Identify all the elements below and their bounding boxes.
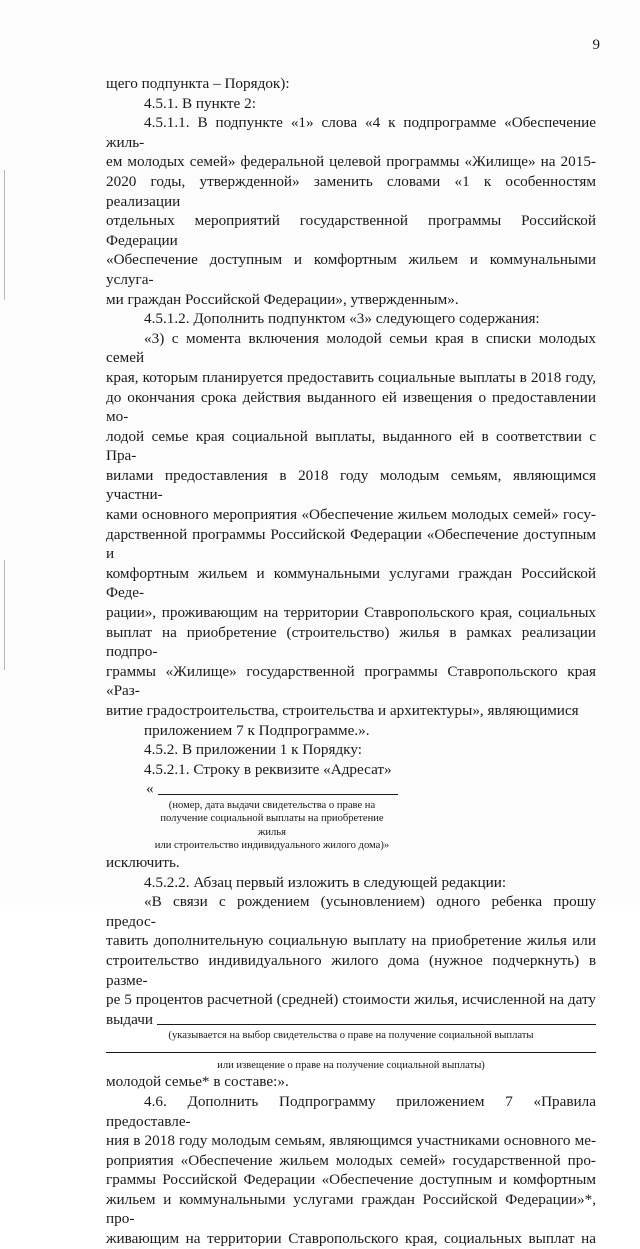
paragraph: до окончания срока действия выданного ей извещения о предоставлении мо- bbox=[106, 388, 596, 426]
paragraph: 4.5.2.2. Абзац первый изложить в следующей редакции: bbox=[144, 873, 507, 891]
page-number: 9 bbox=[592, 37, 600, 53]
blank-rule bbox=[106, 1051, 596, 1053]
page-edge-mark bbox=[4, 560, 5, 670]
paragraph: жильем и коммунальными услугами граждан Российской Федерации»*, про- bbox=[106, 1190, 596, 1228]
paragraph: граммы Российской Федерации «Обеспечение доступным и комфортным bbox=[106, 1171, 596, 1189]
paragraph: исключить. bbox=[106, 853, 180, 871]
issue-note: или извещение о праве на получение социальной выплаты) bbox=[217, 1059, 485, 1071]
paragraph: граммы «Жилище» государственной программы Ставропольского края «Раз- bbox=[106, 662, 596, 700]
paragraph: 4.5.2.1. Строку в реквизите «Адресат» bbox=[144, 760, 392, 778]
addressee-note: получение социальной выплаты на приобретение жилья bbox=[160, 813, 384, 838]
paragraph: ми граждан Российской Федерации», утвержденным». bbox=[106, 290, 459, 308]
paragraph: щего подпункта – Порядок): bbox=[106, 75, 290, 92]
paragraph: роприятия «Обеспечение жильем молодых семей» государственной про- bbox=[106, 1151, 596, 1169]
issue-date-field bbox=[106, 1010, 596, 1030]
addressee-note: или строительство индивидуального жилого дома)» bbox=[154, 840, 390, 852]
paragraph: ния в 2018 году молодым семьям, являющимся участниками основного ме- bbox=[106, 1132, 596, 1150]
blank-rule bbox=[157, 1023, 596, 1025]
paragraph: отдельных мероприятий государственной программы Российской Федерации bbox=[106, 212, 596, 249]
addressee-form-field bbox=[146, 779, 398, 853]
paragraph: «В связи с рождением (усыновлением) одного ребенка прошу предос- bbox=[106, 893, 596, 930]
paragraph: края, которым планируется предоставить социальные выплаты в 2018 году, bbox=[106, 368, 596, 386]
paragraph: тавить дополнительную социальную выплату на приобретение жилья или bbox=[106, 932, 596, 950]
addressee-note: (номер, дата выдачи свидетельства о праве на bbox=[168, 799, 376, 811]
document-body bbox=[106, 74, 596, 1249]
paragraph: дарственной программы Российской Федерации «Обеспечение доступным и bbox=[106, 525, 596, 563]
paragraph: лодой семье края социальной выплаты, выданного ей в соответствии с Пра- bbox=[106, 427, 596, 465]
paragraph: ем молодых семей» федеральной целевой программы «Жилище» на 2015- bbox=[106, 153, 596, 171]
paragraph: живающим на территории Ставропольского края, социальных выплат на bbox=[106, 1230, 596, 1248]
paragraph: «3) с момента включения молодой семьи края в списки молодых семей bbox=[106, 329, 596, 367]
paragraph: 4.5.2. В приложении 1 к Порядку: bbox=[144, 741, 362, 759]
paragraph: выплат на приобретение (строительство) жилья в рамках реализации подпро- bbox=[106, 623, 596, 661]
blank-rule bbox=[158, 793, 398, 795]
paragraph: 4.5.1.1. В подпункте «1» слова «4 к подпрограмме «Обеспечение жиль- bbox=[106, 114, 596, 151]
page-edge-mark bbox=[4, 170, 5, 300]
paragraph: 2020 годы, утвержденной» заменить словами «1 к особенностям реализации bbox=[106, 172, 596, 210]
paragraph: ре 5 процентов расчетной (средней) стоимости жилья, исчисленной на дату bbox=[106, 991, 596, 1009]
paragraph: 4.6. Дополнить Подпрограмму приложением 7 «Правила предоставле- bbox=[106, 1092, 596, 1130]
paragraph: строительство индивидуального жилого дома (нужное подчеркнуть) в разме- bbox=[106, 951, 596, 989]
opening-quote: « bbox=[146, 780, 154, 798]
paragraph: «Обеспечение доступным и комфортным жильем и коммунальными услуга- bbox=[106, 251, 596, 288]
paragraph: вилами предоставления в 2018 году молодым семьям, являющимся участни- bbox=[106, 466, 596, 504]
paragraph: 4.5.1.2. Дополнить подпунктом «3» следующего содержания: bbox=[144, 310, 540, 328]
paragraph: рации», проживающим на территории Ставропольского края, социальных bbox=[106, 604, 596, 622]
paragraph: комфортным жильем и коммунальными услугами граждан Российской Феде- bbox=[106, 564, 596, 602]
issue-note: (указывается на выбор свидетельства о праве на получение социальной выплаты bbox=[168, 1030, 534, 1042]
paragraph: 4.5.1. В пункте 2: bbox=[144, 94, 256, 112]
paragraph: витие градостроительства, строительства и архитектуры», являющимися bbox=[106, 702, 579, 719]
paragraph: молодой семье* в составе:». bbox=[106, 1073, 289, 1091]
issue-label: выдачи bbox=[106, 1010, 154, 1028]
addressee-line bbox=[146, 779, 398, 799]
paragraph: ками основного мероприятия «Обеспечение жильем молодых семей» госу- bbox=[106, 506, 596, 524]
paragraph: приложением 7 к Подпрограмме.». bbox=[144, 721, 370, 739]
